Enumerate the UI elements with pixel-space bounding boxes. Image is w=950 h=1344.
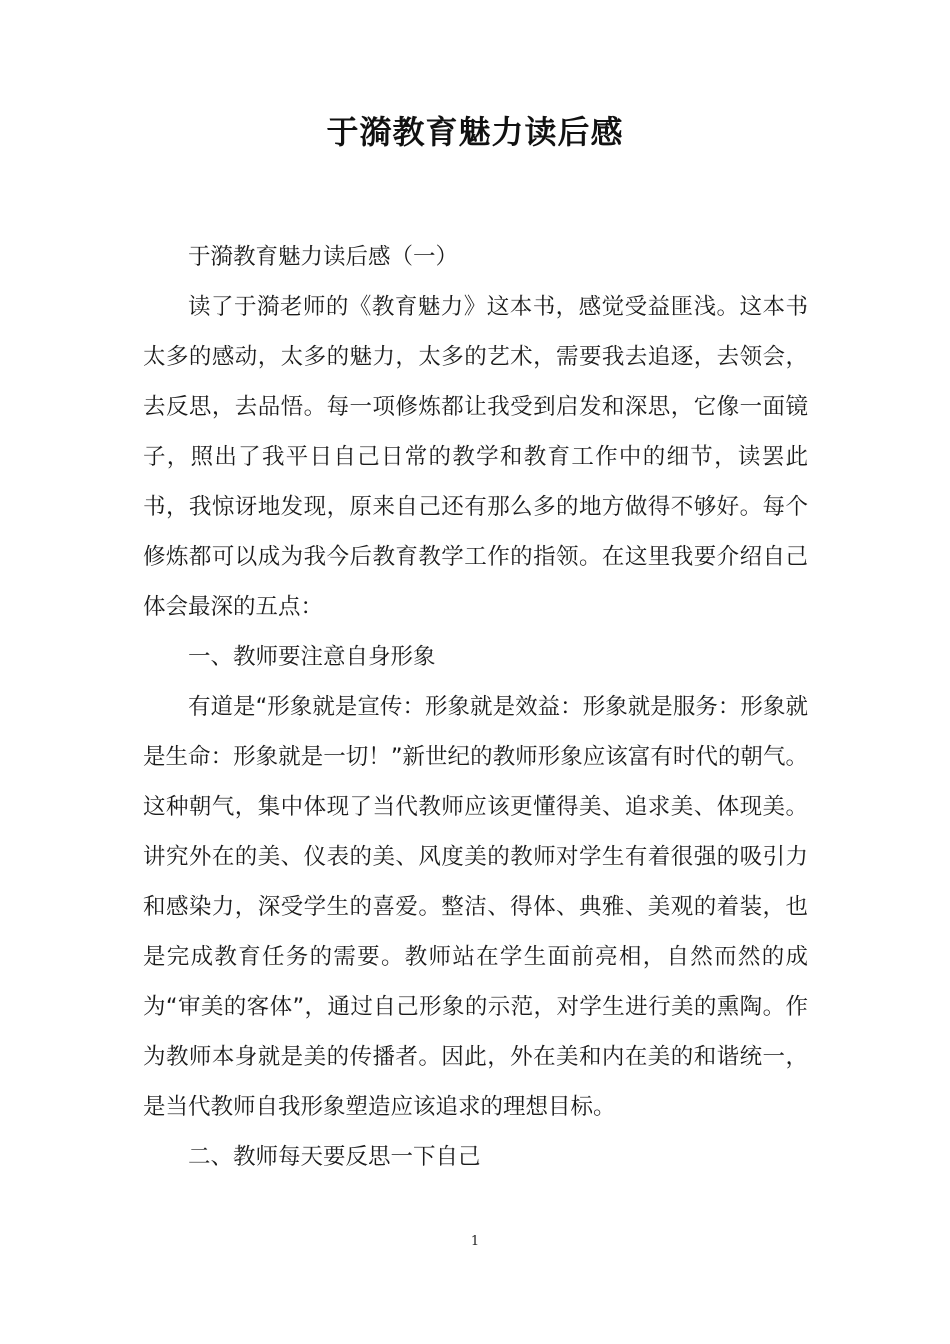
page-number: 1 [470, 1234, 480, 1249]
document-body [143, 232, 808, 1182]
body-paragraph-teacher-image: 有道是“形象就是宣传：形象就是效益：形象就是服务：形象就是生命：形象就是一切！”新世纪的教师形象应该富有时代的朝气。这种朝气，集中体现了当代教师应该更懂得美、追求美、体现美。讲究外在的美、仪表的美、风度美的教师对学生有着很强的吸引力和感染力，深受学生的喜爱。整洁、得体、典雅、美观的着装，也是完成教育任务的需要。教师站在学生面前亮相，自然而然的成为“审美的客体”，通过自己形象的示范，对学生进行美的熏陶。作为教师本身就是美的传播者。因此，外在美和内在美的和谐统一，是当代教师自我形象塑造应该追求的理想目标。 [143, 694, 808, 1120]
document-title: 于漪教育魅力读后感 [326, 113, 624, 151]
section-heading-one-subtitle: 于漪教育魅力读后感（一） [188, 244, 459, 270]
body-paragraph-intro: 读了于漪老师的《教育魅力》这本书，感觉受益匪浅。这本书太多的感动，太多的魅力，太多的艺术，需要我去追逐，去领会，去反思，去品悟。每一项修炼都让我受到启发和深思，它像一面镜子，照出了我平日自己日常的教学和教育工作中的细节，读罢此书，我惊讶地发现，原来自己还有那么多的地方做得不够好。每个修炼都可以成为我今后教育教学工作的指领。在这里我要介绍自己体会最深的五点： [143, 294, 808, 620]
section-heading-daily-reflection: 二、教师每天要反思一下自己 [188, 1144, 481, 1170]
section-heading-teacher-image: 一、教师要注意自身形象 [188, 644, 436, 670]
